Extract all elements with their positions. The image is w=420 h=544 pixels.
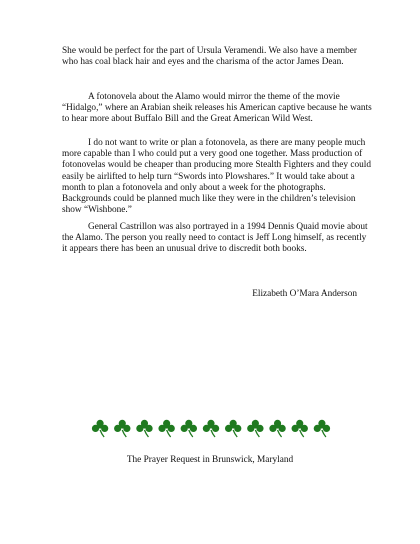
shamrock-icon xyxy=(158,420,174,437)
signature: Elizabeth O’Mara Anderson xyxy=(252,289,357,299)
shamrock-icon xyxy=(114,420,130,437)
shamrock-icon xyxy=(136,420,152,437)
shamrock-icon xyxy=(203,420,219,437)
shamrock-icon xyxy=(225,420,241,437)
shamrock-icon xyxy=(181,420,197,437)
shamrock-icon xyxy=(314,420,330,437)
paragraph-2: A fotonovela about the Alamo would mirror the theme of the movie “Hidalgo,” where an Arabian sheik releases his American captive because he wants to hear more about Buffalo Bill and the Great American Wild West. xyxy=(62,92,372,125)
paragraph-4: General Castrillon was also portrayed in a 1994 Dennis Quaid movie about the Alamo. The person you really need to contact is Jeff Long himself, as recently it appears there has been an unusual drive to discredit both books. xyxy=(62,222,368,255)
shamrock-icon xyxy=(269,420,285,437)
shamrock-icon xyxy=(292,420,308,437)
paragraph-1: She would be perfect for the part of Ursula Veramendi. We also have a member who has coal black hair and eyes and the charisma of the actor James Dean. xyxy=(62,46,358,68)
paragraph-3: I do not want to write or plan a fotonovela, as there are many people much more capable than I who could put a very good one together. Mass production of fotonovelas would be cheaper than producing more Stealth Fighters and they could easily be airlifted to help turn “Swords into Plowshares.” It would take about a month to plan a fotonovela and only about a week for the photographs. Backgrounds could be planned much like they were in the children’s television show “Wishbone.” xyxy=(62,138,372,216)
shamrock-icon xyxy=(92,420,108,437)
shamrock-divider xyxy=(89,418,333,440)
image-caption: The Prayer Request in Brunswick, Maryland xyxy=(126,455,294,465)
shamrock-icon xyxy=(247,420,263,437)
